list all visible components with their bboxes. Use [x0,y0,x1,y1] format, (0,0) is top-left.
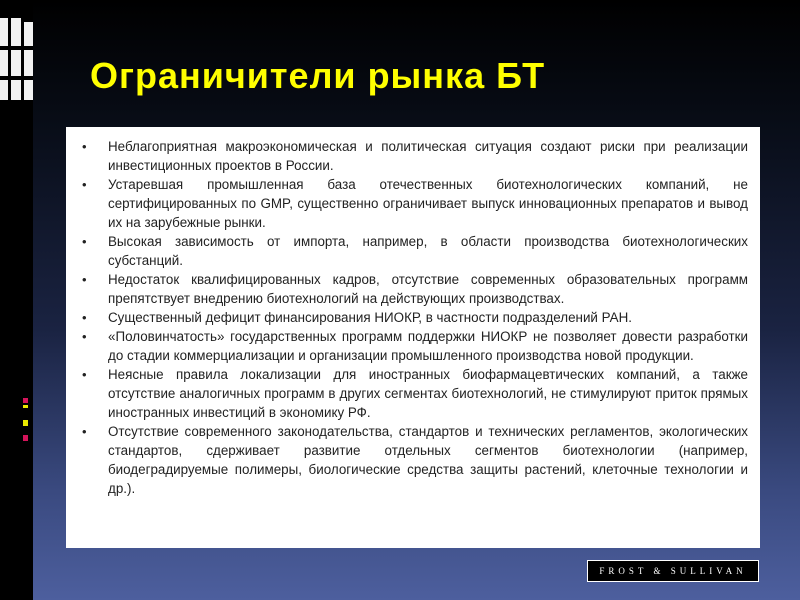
list-item-text: Устаревшая промышленная база отечественных биотехнологических компаний, не сертифицированных по GMP, существенно ограничивает выпуск инновационных препаратов и вывод их на зарубежные рынки. [108,177,748,230]
deco-marker-yellow [23,405,28,408]
frost-sullivan-logo: FROST & SULLIVAN [587,560,759,582]
deco-block [11,18,21,46]
deco-marker-pink [23,435,28,441]
slide-title: Ограничители рынка БТ [90,55,546,96]
list-item [80,232,748,270]
deco-block [11,50,21,76]
list-item [80,308,748,327]
bullet-icon: • [82,329,87,344]
list-item-text: «Половинчатость» государственных программ поддержки НИОКР не позволяет довести разработки до стадии коммерциализации и организации промышленного производства новой продукции. [108,329,748,363]
deco-block [0,50,8,76]
list-item [80,365,748,422]
bullet-icon: • [82,234,87,249]
deco-block [0,80,8,100]
list-item [80,175,748,232]
deco-marker-pink [23,398,28,403]
bullet-icon: • [82,272,87,287]
list-item-text: Неясные правила локализации для иностранных биофармацевтических компаний, а также отсутствие аналогичных программ в других сегментах биотехнологий, не стимулируют приток прямых иностранных инвестиций в экономику РФ. [108,367,748,420]
deco-block [11,80,21,100]
bullet-icon: • [82,367,87,382]
list-item [80,422,748,498]
bullet-list [80,137,748,498]
list-item [80,270,748,308]
list-item [80,137,748,175]
list-item-text: Недостаток квалифицированных кадров, отсутствие современных образовательных программ препятствует внедрению биотехнологий на действующих производствах. [108,272,748,306]
list-item-text: Существенный дефицит финансирования НИОКР, в частности подразделений РАН. [108,310,632,325]
list-item [80,327,748,365]
bullet-icon: • [82,310,87,325]
bullet-icon: • [82,139,87,154]
deco-marker-yellow [23,420,28,426]
deco-block [0,18,8,46]
list-item-text: Отсутствие современного законодательства, стандартов и технических регламентов, экологических стандартов, сдерживает развитие отдельных сегментов биотехнологии (например, биодеградируемые полимеры, биологические средства защиты растений, клеточные технологии и др.). [108,424,748,496]
deco-block [24,50,33,76]
bullet-icon: • [82,177,87,192]
content-panel [66,127,760,548]
deco-block [24,80,33,100]
deco-block [24,22,33,46]
list-item-text: Неблагоприятная макроэкономическая и политическая ситуация создают риски при реализации инвестиционных проектов в России. [108,139,748,173]
bullet-icon: • [82,424,87,439]
list-item-text: Высокая зависимость от импорта, например, в области производства биотехнологических субстанций. [108,234,748,268]
